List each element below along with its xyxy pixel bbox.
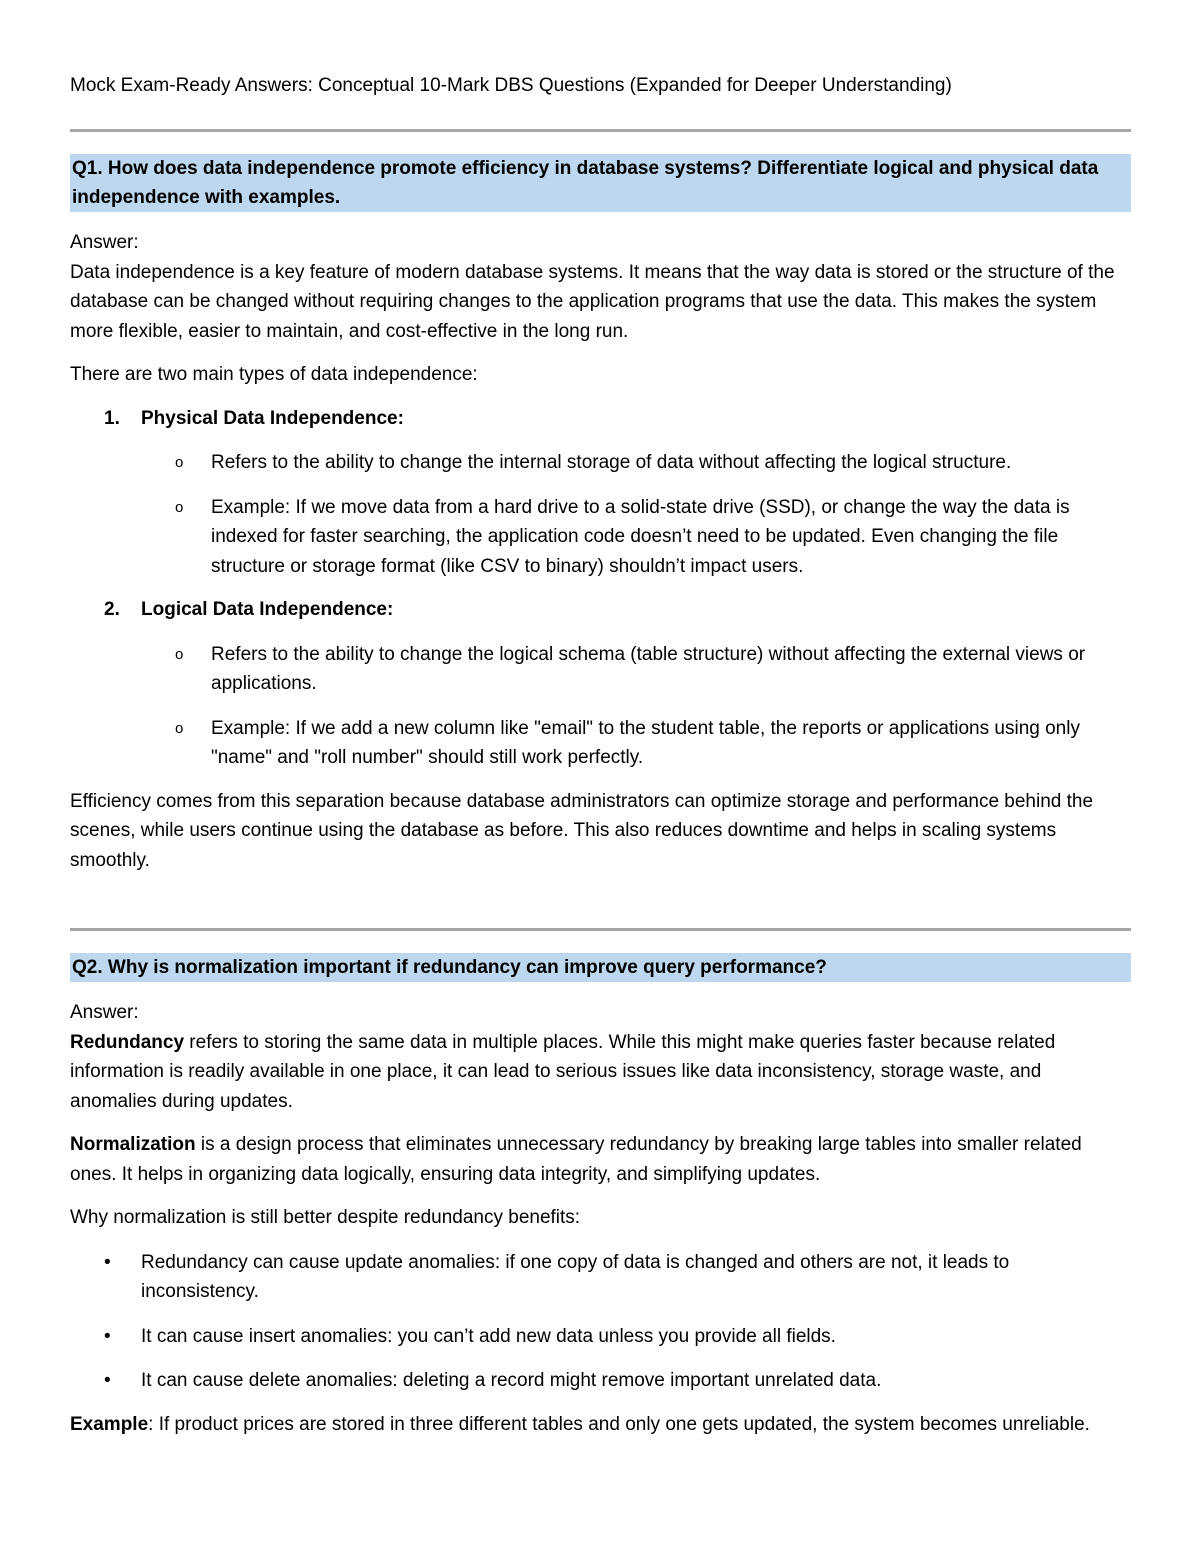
example-term: Example (70, 1413, 149, 1435)
numbered-item-logical (70, 595, 1131, 625)
list-item (70, 1322, 1131, 1352)
redundancy-paragraph (70, 1028, 1131, 1117)
question-2-section (70, 953, 1131, 1439)
q1-intro-paragraph: Data independence is a key feature of modern database systems. It means that the way data is stored or the structure of the database can be changed without requiring changes to the application programs that use the data. This makes the system more flexible, easier to maintain, and cost-effective in the long run. (70, 261, 1115, 342)
list-item-text: It can cause insert anomalies: you can’t add new data unless you provide all fields. (141, 1325, 836, 1347)
answer-label: Answer: (70, 1002, 139, 1023)
document-title: Mock Exam-Ready Answers: Conceptual 10-Mark DBS Questions (Expanded for Deeper Understanding) (70, 75, 952, 96)
redundancy-text: refers to storing the same data in multiple places. While this might make queries faster because related information is readily available in one place, it can lead to serious issues like data inconsistency, storage waste, and anomalies during updates. (70, 1031, 1056, 1112)
normalization-term: Normalization (70, 1134, 196, 1155)
why-intro: Why normalization is still better despite redundancy benefits: (70, 1207, 581, 1228)
number-marker: 1. (104, 407, 120, 429)
bullet-icon: • (104, 1370, 111, 1391)
circle-bullet-icon: o (175, 498, 184, 516)
numbered-item-physical (70, 404, 1131, 434)
q1-conclusion-paragraph: Efficiency comes from this separation because database administrators can optimize storage and performance behind the scenes, while users continue using the database as before. This also reduces downtime and helps in scaling systems smoothly. (70, 790, 1094, 871)
list-item-text: Redundancy can cause update anomalies: if one copy of data is changed and others are not, it leads to inconsistency. (141, 1251, 1010, 1302)
sub-list-item (70, 640, 1131, 699)
sub-list-item (70, 448, 1131, 478)
circle-bullet-icon: o (175, 645, 184, 663)
answer-label: Answer: (70, 232, 139, 253)
circle-bullet-icon: o (175, 719, 184, 737)
sub-list-text: Refers to the ability to change the logical schema (table structure) without affecting the external views or applications. (211, 643, 1086, 694)
numbered-item-title: Logical Data Independence: (141, 599, 394, 620)
horizontal-divider (70, 928, 1131, 931)
example-paragraph (70, 1410, 1131, 1440)
sub-list-text: Refers to the ability to change the internal storage of data without affecting the logical structure. (211, 452, 1012, 473)
circle-bullet-icon: o (175, 454, 184, 471)
list-item (70, 1248, 1131, 1307)
list-item-text: It can cause delete anomalies: deleting a record might remove important unrelated data. (141, 1370, 882, 1391)
number-marker: 2. (104, 599, 120, 620)
q1-types-intro: There are two main types of data independence: (70, 364, 478, 385)
normalization-text: is a design process that eliminates unnecessary redundancy by breaking large tables into smaller related ones. It helps in organizing data logically, ensuring data integrity, and simplifying updates. (70, 1134, 1082, 1185)
question-1-heading: Q1. How does data independence promote efficiency in database systems? Differentiate logical and physical data independence with examples. (70, 154, 1131, 212)
sub-list-item (70, 493, 1131, 582)
question-2-heading: Q2. Why is normalization important if redundancy can improve query performance? (70, 953, 1131, 982)
question-1-section (70, 154, 1131, 875)
sub-list-text: Example: If we add a new column like "email" to the student table, the reports or applications using only "name" and "roll number" should still work perfectly. (211, 717, 1080, 768)
sub-list-item (70, 714, 1131, 773)
normalization-paragraph (70, 1130, 1131, 1189)
numbered-item-title: Physical Data Independence: (141, 407, 404, 429)
example-text: : If product prices are stored in three different tables and only one gets updated, the system becomes unreliable. (148, 1413, 1090, 1435)
bullet-icon: • (104, 1251, 111, 1273)
bullet-icon: • (104, 1325, 111, 1347)
list-item (70, 1366, 1131, 1396)
sub-list-text: Example: If we move data from a hard drive to a solid-state drive (SSD), or change the way the data is indexed for faster searching, the application code doesn’t need to be updated. Even changing the file structure or storage format (like CSV to binary) shouldn’t impact users. (211, 496, 1070, 577)
horizontal-divider (70, 129, 1131, 132)
redundancy-term: Redundancy (70, 1031, 185, 1053)
